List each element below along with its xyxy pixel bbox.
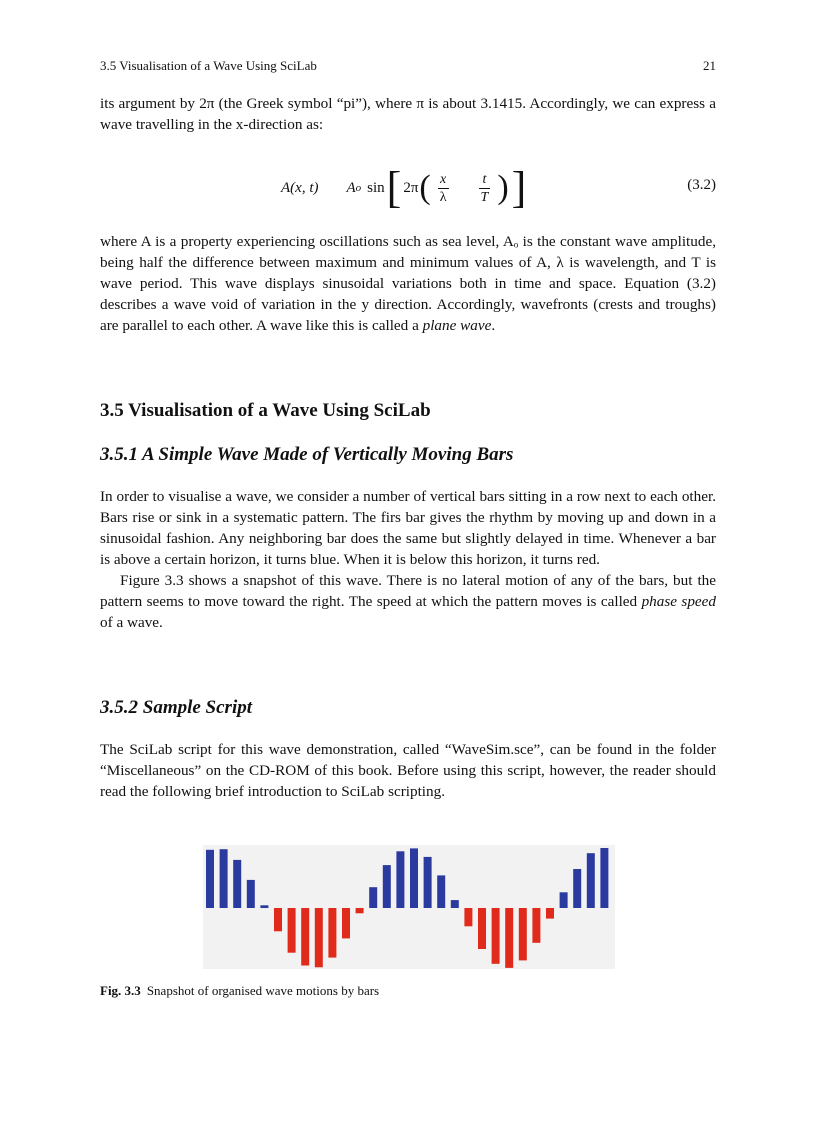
paragraph-2 [100,231,716,336]
wave-bar-above [451,900,459,908]
paragraph-3: In order to visualise a wave, we consider a number of vertical bars sitting in a row next to each other. Bars rise or sink in a systematic pattern. The firs bar gives the rhythm by moving up and down in a sinusoidal fashion. Any neighboring bar does the same but slightly delayed in time. Whenever a bar is above a certain horizon, it turns blue. When it is below this horizon, it turns red. [100,488,716,568]
plane-wave-term: plane wave [422,317,492,334]
right-paren: ) [497,169,509,206]
wave-bar-above [383,865,391,908]
equation-amplitude: A [346,179,356,196]
equation-sin: sin [367,179,385,196]
equation-body [281,160,528,216]
wave-bar-above [573,869,581,908]
subsection-heading-3-5-2: 3.5.2 Sample Script [100,697,253,718]
wave-bar-above [587,853,595,908]
frac-numerator-x: x [440,171,447,187]
equation-amplitude-sub: o [355,182,362,194]
wave-bar-below [288,908,296,953]
frac-numerator-t: t [482,171,487,187]
paragraph-2-text: where A is a property experiencing oscillations such as sea level, Aₒ is the constant wave amplitude, being half the difference between maximum and minimum values of A, λ is wavelength, and T is wave period. This wave displays sinusoidal variations both in time and space. Equation (3.2) describes a wave void of variation in the y direction. Accordingly, wavefronts (crests and troughs) are parallel to each other. A wave like this is called a [100,233,716,334]
figure-caption [100,983,379,999]
wave-bar-above [233,860,241,908]
caption-label: Fig. 3.3 [100,983,141,998]
wave-bar-above [247,880,255,908]
wave-bar-below [546,908,554,919]
wave-bar-below [492,908,500,964]
right-bracket: ] [511,163,527,212]
frac-denominator-T: T [480,189,489,205]
wave-bar-above [600,848,608,908]
paragraph-4-text: Figure 3.3 shows a snapshot of this wave. There is no lateral motion of any of the bars, but the pattern seems to move toward the right. The speed at which the pattern moves is called [100,572,716,610]
intro-paragraph: its argument by 2π (the Greek symbol “pi”), where π is about 3.1415. Accordingly, we can express a wave travelling in the x-direction as: [100,95,716,133]
wave-bar-above [396,851,404,908]
wave-bar-below [519,908,527,960]
wave-bar-below [315,908,323,967]
wave-bar-below [301,908,309,966]
wave-bar-above [220,849,228,908]
subsection-1-body [100,486,716,633]
wave-bar-above [437,875,445,908]
equation-lhs: A(x, t) [281,179,319,196]
frac-denominator-lambda: λ [439,189,447,205]
caption-text: Snapshot of organised wave motions by bars [146,983,380,998]
wave-bar-above [410,848,418,908]
wave-bar-above [424,857,432,908]
equation-two-pi: 2π [403,179,419,196]
wave-bar-above [560,892,568,908]
wave-bar-above [206,850,214,908]
running-head [100,58,716,74]
wave-bar-below [342,908,350,938]
fraction-x-lambda [438,171,449,206]
wave-bar-above [369,887,377,908]
subsection-heading-3-5-1: 3.5.1 A Simple Wave Made of Vertically Moving Bars [100,444,514,465]
page-number: 21 [703,58,716,73]
wave-bar-above [260,905,268,908]
equation-number: (3.2) [687,177,716,193]
wave-bars-plot [203,845,615,969]
wave-bar-below [356,908,364,913]
left-bracket: [ [386,163,402,212]
wave-bar-below [532,908,540,943]
paragraph-5: The SciLab script for this wave demonstration, called “WaveSim.sce”, can be found in the folder “Miscellaneous” on the CD-ROM of this book. Before using this script, however, the reader should read the following brief introduction to SciLab scripting. [100,741,716,800]
paragraph-4-end: of a wave. [100,614,163,631]
wave-bar-below [328,908,336,958]
fraction-t-T [479,171,491,206]
left-paren: ( [419,169,431,206]
section-heading: 3.5 Visualisation of a Wave Using SciLab [100,400,431,421]
wave-bar-below [478,908,486,949]
wave-bar-below [464,908,472,926]
running-head-title: 3.5 Visualisation of a Wave Using SciLab [100,58,317,73]
wave-bar-below [505,908,513,968]
paragraph-2-end: . [491,317,496,334]
paragraph-4 [100,570,716,633]
figure-3-3 [203,845,615,969]
equation-3-2 [100,160,716,220]
phase-speed-term: phase speed [641,593,716,610]
wave-bar-below [274,908,282,931]
